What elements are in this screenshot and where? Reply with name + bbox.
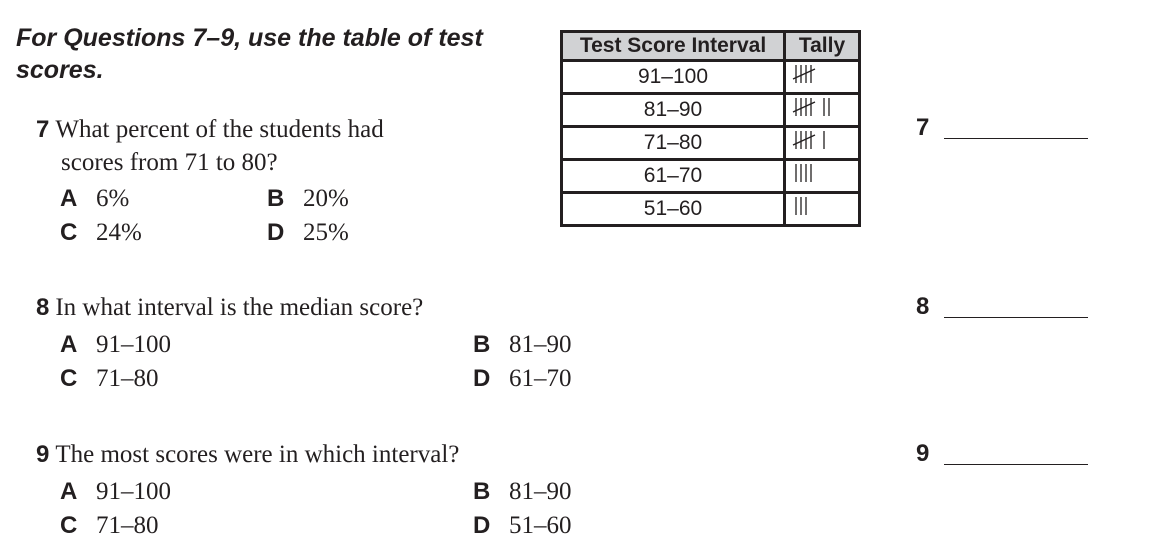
choice-letter: B <box>267 185 285 212</box>
choice-letter: C <box>60 219 78 246</box>
answer-number: 7 <box>916 114 930 141</box>
table-row <box>562 160 860 193</box>
choice-text: 91–100 <box>96 478 171 505</box>
choice-text: 71–80 <box>96 365 159 392</box>
answer-line[interactable] <box>944 138 1088 139</box>
tally-marks-icon <box>792 161 852 185</box>
choice-letter: C <box>60 365 78 392</box>
choice-text: 71–80 <box>96 512 159 539</box>
question-9 <box>36 438 459 471</box>
choice-text: 91–100 <box>96 331 171 358</box>
choice-text: 51–60 <box>509 512 572 539</box>
question-number: 8 <box>36 294 50 321</box>
tally-cell <box>785 193 860 226</box>
column-header-tally: Tally <box>785 32 860 61</box>
choice-d[interactable] <box>267 216 349 250</box>
tally-cell <box>785 127 860 160</box>
table-row <box>562 61 860 94</box>
question-text: In what interval is the median score? <box>55 294 424 321</box>
answer-blank-8[interactable] <box>916 293 929 321</box>
choice-text: 20% <box>303 185 349 212</box>
tally-cell <box>785 160 860 193</box>
choice-a[interactable] <box>60 475 171 509</box>
table-row <box>562 94 860 127</box>
answer-number: 9 <box>916 440 930 467</box>
table-header-row <box>562 32 860 61</box>
interval-cell: 91–100 <box>562 61 785 94</box>
choice-a[interactable] <box>60 328 171 362</box>
answer-line[interactable] <box>944 464 1088 465</box>
choice-text: 61–70 <box>509 365 572 392</box>
choice-b[interactable] <box>267 182 349 216</box>
choice-letter: C <box>60 512 78 539</box>
tally-marks-icon <box>792 194 852 218</box>
table-row <box>562 127 860 160</box>
question-8 <box>36 291 423 324</box>
choice-letter: B <box>473 478 491 505</box>
tally-marks-icon <box>792 128 852 152</box>
choice-d[interactable] <box>473 509 572 543</box>
choice-letter: D <box>267 219 285 246</box>
choice-text: 81–90 <box>509 331 572 358</box>
choice-letter: D <box>473 365 491 392</box>
choice-d[interactable] <box>473 362 572 396</box>
choice-letter: D <box>473 512 491 539</box>
question-text-continued: scores from 71 to 80? <box>61 149 278 176</box>
question-text: The most scores were in which interval? <box>55 441 460 468</box>
question-number: 7 <box>36 116 50 143</box>
choice-text: 25% <box>303 219 349 246</box>
instruction-heading: For Questions 7–9, use the table of test scores. <box>16 24 483 84</box>
test-score-table <box>560 30 861 227</box>
question-number: 9 <box>36 441 50 468</box>
choice-c[interactable] <box>60 216 142 250</box>
choice-letter: B <box>473 331 491 358</box>
choice-c[interactable] <box>60 362 159 396</box>
choice-a[interactable] <box>60 182 129 216</box>
choice-text: 81–90 <box>509 478 572 505</box>
choice-letter: A <box>60 185 78 212</box>
tally-cell <box>785 61 860 94</box>
tally-marks-icon <box>792 62 852 86</box>
choice-b[interactable] <box>473 475 572 509</box>
interval-cell: 51–60 <box>562 193 785 226</box>
answer-blank-9[interactable] <box>916 440 929 468</box>
choice-letter: A <box>60 478 78 505</box>
table-row <box>562 193 860 226</box>
interval-cell: 71–80 <box>562 127 785 160</box>
choice-text: 6% <box>96 185 130 212</box>
answer-number: 8 <box>916 293 930 320</box>
choice-text: 24% <box>96 219 142 246</box>
answer-blank-7[interactable] <box>916 114 929 142</box>
question-7 <box>36 113 384 179</box>
interval-cell: 61–70 <box>562 160 785 193</box>
column-header-interval: Test Score Interval <box>562 32 785 61</box>
question-text: What percent of the students had <box>55 116 384 143</box>
choice-c[interactable] <box>60 509 159 543</box>
tally-marks-icon <box>792 95 852 119</box>
interval-cell: 81–90 <box>562 94 785 127</box>
choice-letter: A <box>60 331 78 358</box>
choice-b[interactable] <box>473 328 572 362</box>
tally-cell <box>785 94 860 127</box>
answer-line[interactable] <box>944 317 1088 318</box>
